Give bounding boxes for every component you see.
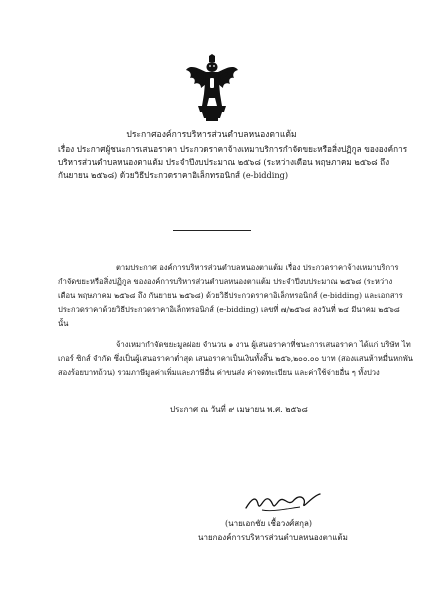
announce-date: ประกาศ ณ วันที่ ๙ เมษายน พ.ศ. ๒๕๖๘	[170, 405, 308, 414]
para1-line-5: นั้น	[58, 319, 69, 328]
para2-line-1: จ้างเหมากำจัดขยะมูลฝอย จำนวน ๑ งาน ผู้เสนอราคาที่ชนะการเสนอราคา ได้แก่ บริษัท ไท	[116, 340, 411, 349]
subject-line-3: กันยายน ๒๕๖๘) ด้วยวิธีประกวดราคาอิเล็กทรอนิกส์ (e-bidding)	[58, 170, 289, 180]
document-title: ประกาศองค์การบริหารส่วนตำบลหนองตาแต้ม	[126, 130, 297, 140]
handwritten-signature-icon	[242, 490, 324, 516]
signer-position: นายกองค์การบริหารส่วนตำบลหนองตาแต้ม	[198, 533, 348, 542]
garuda-emblem-icon	[184, 54, 240, 122]
para2-line-3: สองร้อยบาทถ้วน) รวมภาษีมูลค่าเพิ่มและภาษีอื่น ค่าขนส่ง ค่าจดทะเบียน และค่าใช้จ่ายอื่น ๆ ทั้งปวง	[58, 368, 380, 377]
separator-line	[173, 230, 251, 231]
para1-line-1: ตามประกาศ องค์การบริหารส่วนตำบลหนองตาแต้ม เรื่อง ประกวดราคาจ้างเหมาบริการ	[116, 263, 399, 272]
subject-line-1: เรื่อง ประกาศผู้ชนะการเสนอราคา ประกวดราคาจ้างเหมาบริการกำจัดขยะหรือสิ่งปฏิกูล ขององค์การ	[58, 144, 408, 154]
para2-line-2: เกอร์ ซิกส์ จำกัด ซึ่งเป็นผู้เสนอราคาต่ำสุด เสนอราคาเป็นเงินทั้งสิ้น ๒๕๖,๒๐๐.๐๐ บาท (สองแสนห้าหมื่นหกพัน	[58, 354, 413, 363]
signer-name: (นายเอกชัย เชื้อวงศ์สกุล)	[225, 519, 313, 528]
subject-line-2: บริหารส่วนตำบลหนองตาแต้ม ประจำปีงบประมาณ ๒๕๖๘ (ระหว่างเดือน พฤษภาคม ๒๕๖๘ ถึง	[58, 157, 390, 167]
para1-line-2: กำจัดขยะหรือสิ่งปฏิกูล ขององค์การบริหารส่วนตำบลหนองตาแต้ม ประจำปีงบประมาณ ๒๕๖๘ (ระหว่าง	[58, 277, 393, 286]
para1-line-3: เดือน พฤษภาคม ๒๕๖๘ ถึง กันยายน ๒๕๖๘) ด้วยวิธีประกวดราคาอิเล็กทรอนิกส์ (e-bidding) และเอกสาร	[58, 291, 403, 300]
para1-line-4: ประกวดราคาด้วยวิธีประกวดราคาอิเล็กทรอนิกส์ (e-bidding) เลขที่ ๗/๒๕๖๘ ลงวันที่ ๒๔ มีนาคม ๒๕๖๘	[58, 305, 400, 314]
